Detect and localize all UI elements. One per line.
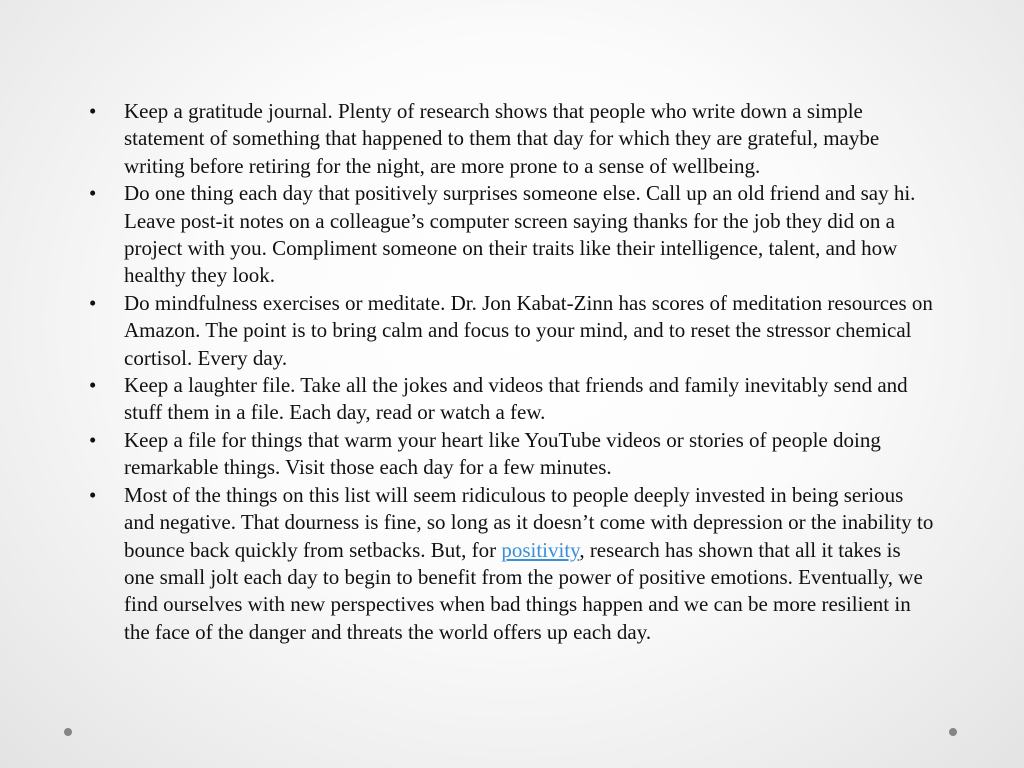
list-item-text-before-link: Most of the things on this list will seem ridiculous to people deeply invested in being serious and negative. That dourness is fine, so long as it doesn’t come with depression or the inability to bounce back quickly from setbacks. But, for [124,482,934,562]
bullet-list [86,98,936,646]
list-item [86,372,936,427]
list-item [86,180,936,290]
corner-dot-right-icon [949,728,957,736]
list-item-text: Keep a laughter file. Take all the jokes and videos that friends and family inevitably send and stuff them in a file. Each day, read or watch a few. [124,373,908,425]
list-item-text: Keep a file for things that warm your heart like YouTube videos or stories of people doing remarkable things. Visit those each day for a few minutes. [124,427,881,480]
bullet-icon: • [89,373,97,398]
list-item-text: Do one thing each day that positively surprises someone else. Call up an old friend and say hi. Leave post-it notes on a colleague’s computer screen saying thanks for the job they did on a project with you. Compliment someone on their traits like their intelligence, talent, and how healthy they look. [124,181,916,288]
list-item [86,482,936,646]
list-item-text-after-link: , research has shown that all it takes is one small jolt each day to begin to benefit from the power of positive emotions. Eventually, we find ourselves with new perspectives when bad things happen and we can be more resilient in the face of the danger and threats the world offers up each day. [124,537,923,644]
corner-dot-left-icon [64,728,72,736]
bullet-icon: • [89,99,97,123]
list-item [86,290,936,372]
list-item [86,98,936,180]
bullet-icon: • [89,427,97,452]
bullet-icon: • [89,482,97,507]
list-item [86,427,936,482]
positivity-link[interactable]: positivity [501,537,580,562]
list-item-text: Do mindfulness exercises or meditate. Dr. Jon Kabat-Zinn has scores of meditation resources on Amazon. The point is to bring calm and focus to your mind, and to reset the stressor chemical cortisol. Every day. [124,290,933,370]
bullet-icon: • [89,181,97,206]
bullet-icon: • [89,290,97,315]
list-item-text: Keep a gratitude journal. Plenty of research shows that people who write down a simple statement of something that happened to them that day for which they are grateful, maybe writing before retiring for the night, are more prone to a sense of wellbeing. [124,99,880,178]
